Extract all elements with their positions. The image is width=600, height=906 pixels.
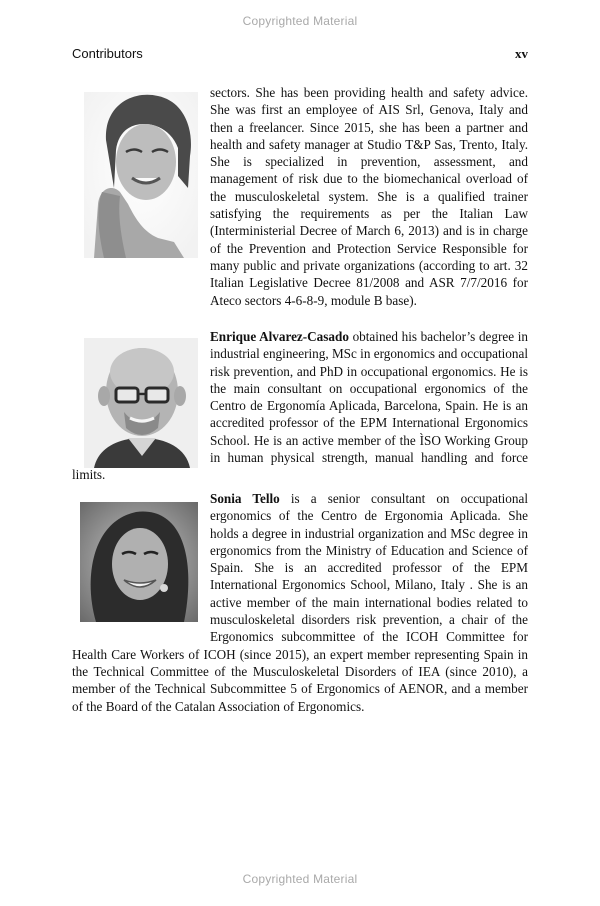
bio-body: is a senior consultant on occupational ergonomics of the Centro de Ergonomia Aplicada. She holds a degree in industrial organization and MSc degree in ergonomics from the Ministry of Education and Science of Spain. She is an accredited professor of the EPM International Ergonomics School, Milano, Italy . She is an active member of the main international bodies related to musculoskeletal disorders risk prevention, a chair of the Ergonomics subcommittee of the ICOH Committee for Health Care Workers of ICOH (since 2015), an expert member representing Spain in the Technical Committee of the Musculoskeletal Disorders of IEA (since 2010), a member of the Technical Subcommittee 5 of Ergonomics of AENOR, and a member of the Board of the Catalan Association of Ergonomics. (72, 491, 528, 714)
contributor-bio-3 (72, 490, 528, 715)
contributor-name: Enrique Alvarez-Casado (210, 329, 349, 344)
copyright-watermark-bottom: Copyrighted Material (242, 872, 358, 886)
contributor-bio-2 (72, 328, 528, 484)
copyright-watermark-top: Copyrighted Material (242, 14, 358, 28)
contributor-bio-1 (72, 84, 528, 309)
section-title: Contributors (72, 46, 143, 61)
page-header (72, 46, 528, 62)
contributor-name: Sonia Tello (210, 491, 280, 506)
page-number: xv (515, 46, 528, 61)
bio-body: sectors. She has been providing health and safety advice. She was first an employee of AIS Srl, Genova, Italy and then a freelancer. Since 2015, she has been a partner and health and safety manager at Studio T&P Sas, Trento, Italy. She is specialized in prevention, assessment, and management of risk due to the biomechanical overload of the musculoskeletal system. She is a qualified trainer satisfying the requirements as per the Italian Law (Interministerial Decree of March 6, 2013) and is in charge of the Prevention and Protection Service Responsible for many public and private organizations (according to art. 32 Italian Legislative Decree 81/2008 and ASR 7/7/2016 for Ateco sectors 4-6-8-9, module B base). (210, 85, 528, 308)
bio-body: obtained his bachelor’s degree in industrial engineering, MSc in ergonomics and occupational risk prevention, and PhD in occupational ergonomics. He is the main consultant on occupational ergonomics of the Centro de Ergonomía Aplicada, Barcelona, Spain. He is an accredited professor of the EPM International Ergonomics School. He is an active member of the ÌSO Working Group in human physical strength, manual handling and force limits. (72, 329, 529, 483)
